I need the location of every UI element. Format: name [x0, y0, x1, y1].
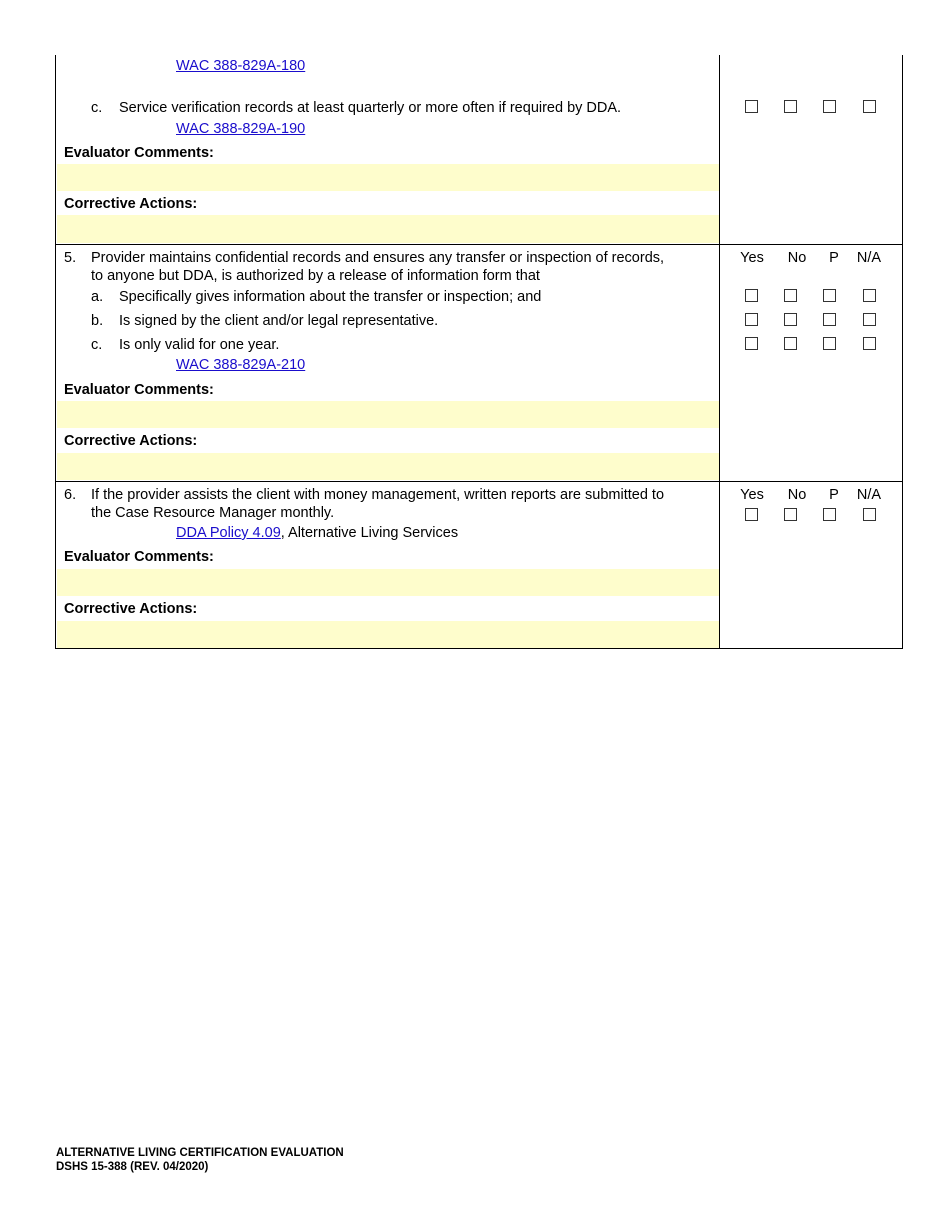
na-header: N/A [856, 487, 882, 503]
na-checkbox[interactable] [863, 289, 876, 302]
no-header: No [787, 487, 807, 503]
yes-checkbox[interactable] [745, 289, 758, 302]
evaluator-comments-field[interactable] [57, 569, 719, 596]
row-divider [55, 481, 903, 482]
policy-link[interactable]: DDA Policy 4.09 [176, 525, 281, 541]
evaluator-comments-label: Evaluator Comments: [64, 549, 214, 565]
yes-checkbox[interactable] [745, 508, 758, 521]
yes-header: Yes [740, 487, 764, 503]
partial-checkbox[interactable] [823, 313, 836, 326]
evaluator-comments-field[interactable] [57, 401, 719, 428]
na-header: N/A [856, 250, 882, 266]
table-bottom-border [55, 648, 903, 649]
question-text: the Case Resource Manager monthly. [91, 505, 335, 521]
evaluator-comments-label: Evaluator Comments: [64, 145, 214, 161]
yes-checkbox[interactable] [745, 337, 758, 350]
yes-header: Yes [740, 250, 764, 266]
corrective-actions-field[interactable] [57, 215, 719, 243]
question-number: 6. [64, 487, 77, 503]
wac-reference-link[interactable]: WAC 388-829A-190 [176, 121, 306, 137]
wac-reference-link[interactable]: WAC 388-829A-210 [176, 357, 306, 373]
item-letter: c. [91, 100, 103, 116]
partial-header: P [829, 487, 839, 503]
item-letter: a. [91, 289, 104, 305]
policy-suffix: , Alternative Living Services [280, 525, 459, 541]
na-checkbox[interactable] [863, 313, 876, 326]
table-left-border [55, 55, 56, 649]
na-checkbox[interactable] [863, 337, 876, 350]
item-letter: b. [91, 313, 104, 329]
na-checkbox[interactable] [863, 508, 876, 521]
corrective-actions-field[interactable] [57, 621, 719, 648]
corrective-actions-label: Corrective Actions: [64, 196, 198, 212]
partial-checkbox[interactable] [823, 337, 836, 350]
question-text: If the provider assists the client with money management, written reports are submitted to [91, 487, 665, 503]
no-checkbox[interactable] [784, 508, 797, 521]
na-checkbox[interactable] [863, 100, 876, 113]
item-text: Is only valid for one year. [119, 337, 280, 353]
partial-checkbox[interactable] [823, 100, 836, 113]
question-text: to anyone but DDA, is authorized by a release of information form that [91, 268, 540, 284]
question-text: Provider maintains confidential records and ensures any transfer or inspection of records, [91, 250, 665, 266]
corrective-actions-field[interactable] [57, 453, 719, 480]
policy-reference [176, 524, 458, 542]
corrective-actions-label: Corrective Actions: [64, 433, 198, 449]
partial-header: P [829, 250, 839, 266]
evaluator-comments-field[interactable] [57, 164, 719, 191]
no-checkbox[interactable] [784, 337, 797, 350]
table-column-divider [719, 55, 720, 649]
table-right-border [902, 55, 903, 649]
yes-checkbox[interactable] [745, 313, 758, 326]
row-divider [55, 244, 903, 245]
no-header: No [787, 250, 807, 266]
form-id: DSHS 15-388 (REV. 04/2020) [56, 1161, 209, 1173]
item-text: Specifically gives information about the transfer or inspection; and [119, 289, 542, 305]
wac-reference-link[interactable]: WAC 388-829A-180 [176, 58, 306, 74]
no-checkbox[interactable] [784, 289, 797, 302]
item-text: Service verification records at least quarterly or more often if required by DDA. [119, 100, 622, 116]
yes-checkbox[interactable] [745, 100, 758, 113]
item-letter: c. [91, 337, 103, 353]
evaluator-comments-label: Evaluator Comments: [64, 382, 214, 398]
partial-checkbox[interactable] [823, 289, 836, 302]
form-title: ALTERNATIVE LIVING CERTIFICATION EVALUATION [56, 1147, 344, 1159]
question-number: 5. [64, 250, 77, 266]
corrective-actions-label: Corrective Actions: [64, 601, 198, 617]
item-text: Is signed by the client and/or legal representative. [119, 313, 439, 329]
no-checkbox[interactable] [784, 313, 797, 326]
no-checkbox[interactable] [784, 100, 797, 113]
partial-checkbox[interactable] [823, 508, 836, 521]
